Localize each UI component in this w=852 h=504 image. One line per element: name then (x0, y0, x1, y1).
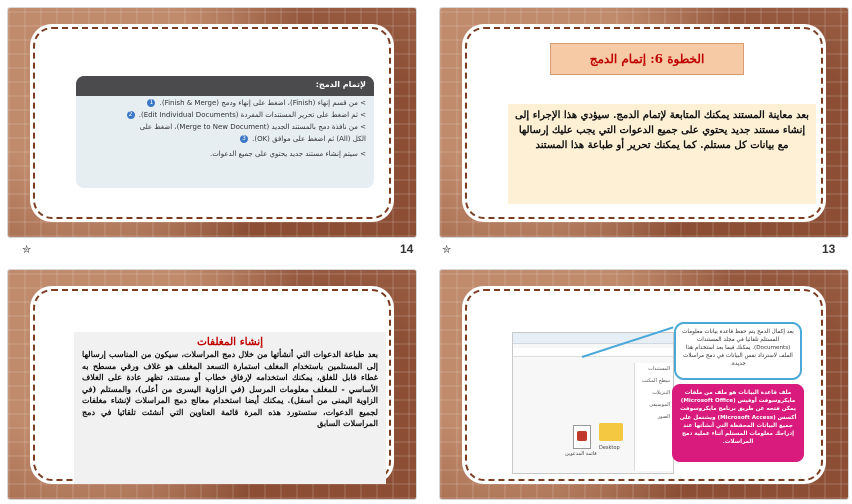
badge-1: 1 (147, 99, 155, 107)
merge-step-3b (76, 132, 374, 144)
merge-step-4: > سيتم إنشاء مستند جديد يحتوي على جميع الدعوات. (209, 150, 366, 158)
merge-step-3: > من نافذة دمج بالمستند الجديد (Merge to New Document)، اضغط على (139, 123, 366, 131)
slide-content-area (30, 24, 394, 222)
envelopes-title: إنشاء المغلفات (196, 336, 264, 348)
sidebar-item: الصور (657, 414, 670, 420)
slide-transition-star-icon-14: ✮ (22, 243, 32, 256)
slide-body-text: بعد معاينة المستند يمكنك المتابعة لإتمام الدمج. سيؤدي هذا الإجراء إلى إنشاء مستند جديد يحتوي على جميع الدعوات التي يجب عليك إرسالها مع بيانات كل مستلم. كما يمكنك تحرير أو طباعة هذا المستند (508, 104, 816, 204)
merge-step-1 (76, 96, 374, 108)
merge-step-2 (76, 108, 374, 120)
slide-thumbnail-16[interactable] (8, 270, 416, 499)
merge-step-1-text: > من قسم إنهاء (Finish)، اضغط على إنهاء ودمج (Finish & Merge). (159, 99, 366, 107)
slide-thumbnail-15[interactable] (440, 270, 848, 499)
slide-thumbnail-14[interactable] (8, 8, 416, 237)
explorer-sidebar (634, 363, 673, 471)
slide-thumbnail-13[interactable] (440, 8, 848, 237)
merge-steps-box (76, 76, 374, 188)
badge-3: 3 (240, 135, 248, 143)
slide-title: الخطوة 6: إتمام الدمج (550, 43, 744, 75)
access-file-icon (573, 425, 591, 449)
merge-step-2-text: > ثم اضغط على تحرير المستندات المفردة (Edit Individual Documents). (138, 111, 366, 119)
envelopes-text-box (74, 332, 386, 484)
sidebar-item: المستندات (647, 366, 670, 372)
callout-blue: بعد إكمال الدمج يتم حفظ قاعدة بيانات معلومات المستلم تلقائيا في مجلد المستندات (Documents). يمكنك فيما بعد استخدام هذا الملف لاسترداد نفس البيانات في دمج مراسلات جديدة. (674, 322, 802, 380)
merge-steps-title: لإتمام الدمج: (76, 76, 374, 96)
slide-content-area (462, 286, 826, 484)
sidebar-item: التنزيلات (652, 390, 670, 396)
badge-2: 2 (127, 111, 135, 119)
slide-content-area (30, 286, 394, 484)
slide-number-14: 14 (400, 242, 414, 256)
merge-step-3b-text: الكل (All) ثم اضغط على موافق (OK). (252, 135, 366, 143)
folder-icon (599, 423, 623, 441)
slide-content-area (462, 24, 826, 222)
file-label: قائمة المدعوين (565, 451, 597, 457)
folder-label: Desktop (599, 445, 620, 451)
slide-transition-star-icon-13: ✮ (442, 243, 452, 256)
callout-pink: ملف قاعدة البيانات هو ملف من ملفات مايكروسوفت أوفيس (Microsoft Office) يمكن فتحه عن طريق برنامج مايكروسوفت أكسس (Microsoft Access) ويشتمل على جميع البيانات المحفظة التي أنشأتها عند إدراجك معلومات المستلم أثناء عملية دمج المراسلات. (672, 384, 804, 462)
slide-number-13: 13 (822, 242, 836, 256)
sidebar-item: الموسيقى (649, 402, 670, 408)
envelopes-body: بعد طباعة الدعوات التي أنشأتها من خلال دمج المراسلات، سيكون من المناسب إرسالها إلى المستلمين باستخدام المغلف استمارة التسعد المغلف هو غلاف ورقي مسطح به غطاء قابل للغلق، يمكنك استخدامه لإرفاق خطاب أو مستند، تظهر عادة على الغلاف الأساسي - للمغلف معلومات المرسل (في الزاوية اليسرى من أعلى)، والمستلم (في الزاوية اليمنى من أسفل). يمكنك أيضا استخدام معالج دمج المراسلات لإنشاء مغلفات لجميع الدعوات، ستستورد هذه المرة قائمة العناوين التي أنشئت تلقائيا في دمج المراسلات السابق (82, 349, 378, 428)
sidebar-item: سطح المكتب (641, 378, 670, 384)
